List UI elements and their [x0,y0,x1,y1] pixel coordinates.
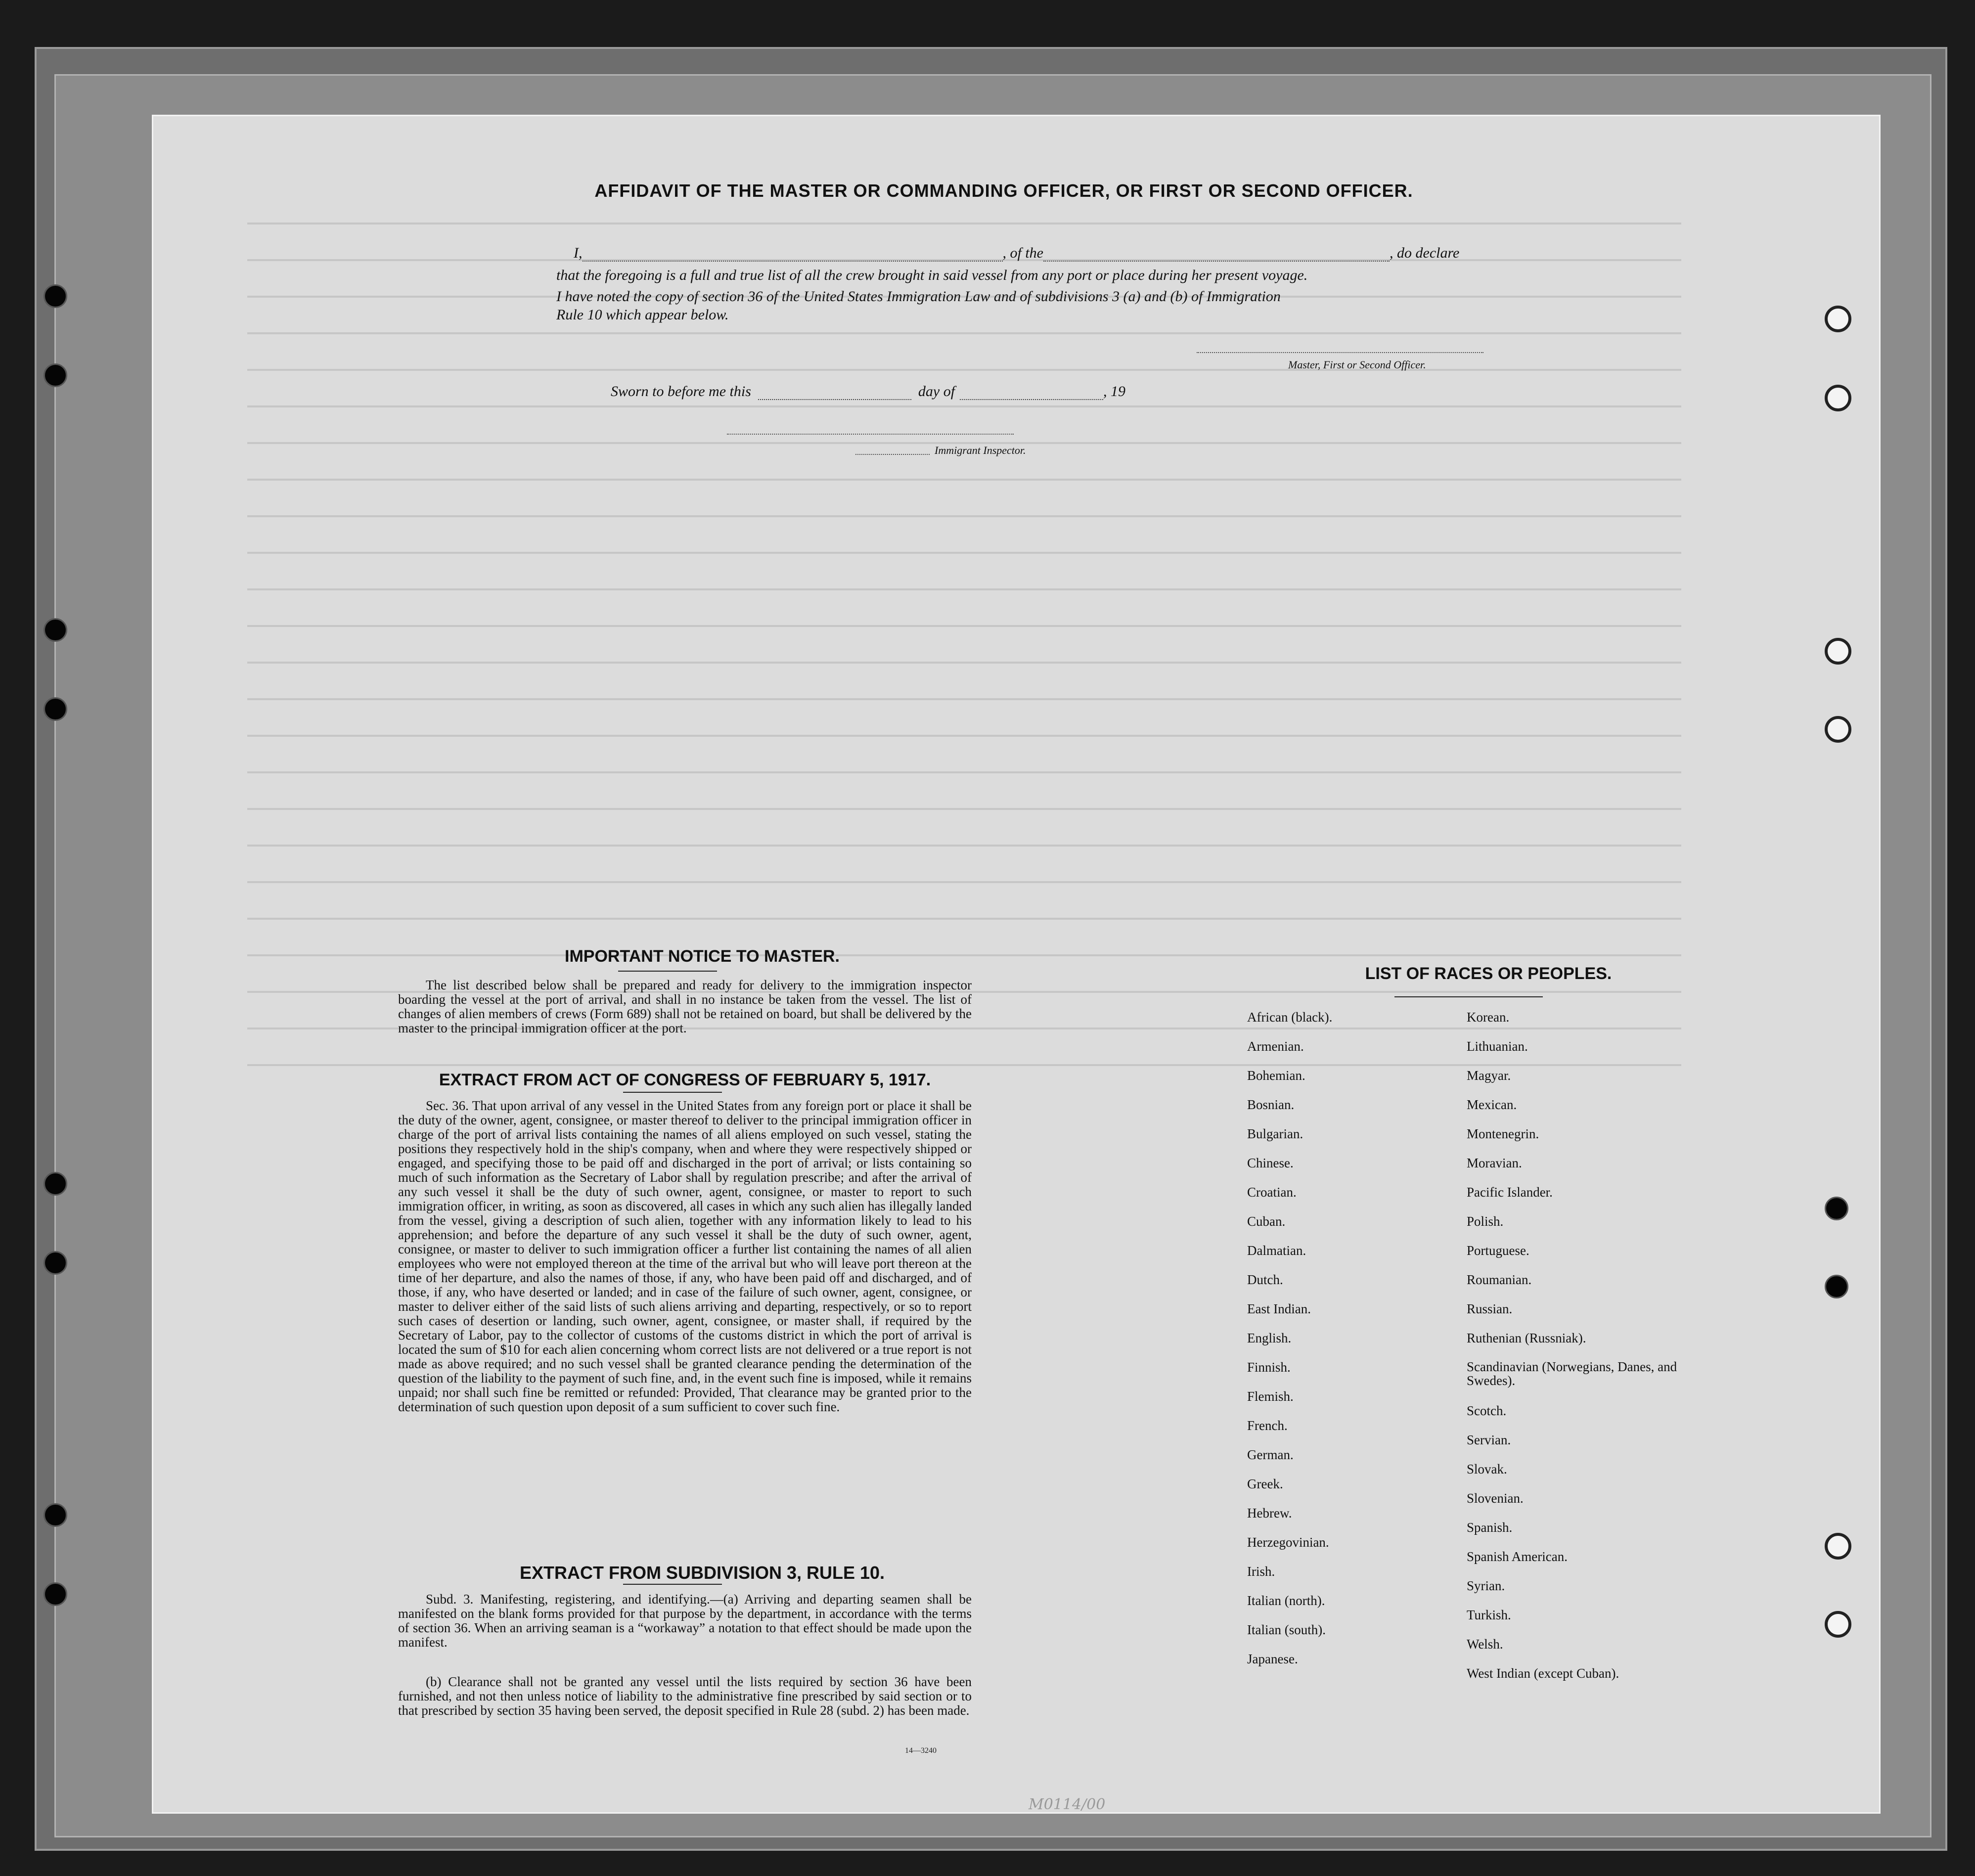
race-item: Syrian. [1467,1578,1505,1593]
binder-hole-icon [44,1172,67,1196]
race-item: Finnish. [1247,1360,1291,1375]
race-item: Lithuanian. [1467,1039,1528,1054]
binder-hole-icon [44,284,67,308]
vessel-blank[interactable] [1043,261,1390,262]
race-item: Slovak. [1467,1462,1507,1476]
race-item: Bohemian. [1247,1068,1305,1083]
race-item: French. [1247,1418,1288,1433]
race-item: German. [1247,1447,1294,1462]
master-signature-line[interactable] [1197,352,1483,353]
binder-hole-icon [1825,306,1851,332]
binder-hole-icon [44,618,67,642]
extract-act-title-rule [623,1092,722,1093]
notice-text: The list described below shall be prepared and ready for delivery to the immigration inspector boarding the vessel at the port of arrival, and shall in no instance be taken from the vessel. The list of changes of alien members of crews (Form 689) shall not be retained on board, but shall be delivered by the master to the principal immigration officer at the port. [398,978,972,1035]
extract-act-title: EXTRACT FROM ACT OF CONGRESS OF FEBRUARY 5, 1917. [439,1071,931,1089]
master-signature-label: Master, First or Second Officer. [1288,358,1426,371]
extract-rule-title: EXTRACT FROM SUBDIVISION 3, RULE 10. [519,1563,885,1583]
race-item: Chinese. [1247,1156,1294,1170]
race-item: Slovenian. [1467,1491,1524,1506]
race-item: Cuban. [1247,1214,1286,1229]
binder-hole-icon [1825,385,1851,411]
sworn-year: , 19 [1103,383,1126,400]
race-item: East Indian. [1247,1301,1311,1316]
race-item: Polish. [1467,1214,1504,1229]
race-item: Scotch. [1467,1403,1507,1418]
bleed-through-text [247,188,1681,1078]
binder-hole-icon [44,1503,67,1527]
race-item: Pacific Islander. [1467,1185,1553,1200]
race-item: Portuguese. [1467,1243,1529,1258]
affidavit-line-3: I have noted the copy of section 36 of the United States Immigration Law and of subdivisions 3 (a) and (b) of Immigration [556,288,1281,305]
sworn-month-blank[interactable] [960,399,1103,400]
race-item: Italian (north). [1247,1593,1325,1608]
binder-hole-icon [1825,638,1851,665]
race-item: Spanish American. [1467,1549,1568,1564]
handwritten-reference: M0114/00 [1029,1796,1106,1813]
race-item: Turkish. [1467,1608,1511,1622]
race-item: African (black). [1247,1010,1333,1025]
binder-hole-icon [1825,716,1851,743]
race-item: Armenian. [1247,1039,1304,1054]
race-item: Russian. [1467,1301,1513,1316]
races-left-column [1247,1010,1445,1681]
name-blank[interactable] [583,261,1003,262]
races-title-rule [1394,996,1543,997]
affidavit-do-declare: , do declare [1390,245,1460,261]
form-number: 14—3240 [905,1746,937,1755]
race-item: Montenegrin. [1467,1126,1539,1141]
race-item: Servian. [1467,1432,1511,1447]
race-item: Greek. [1247,1476,1283,1491]
binder-hole-icon [44,1251,67,1275]
race-item: English. [1247,1331,1292,1345]
race-item: Roumanian. [1467,1272,1532,1287]
binder-hole-icon [44,1582,67,1606]
subdivision-3a-text: Subd. 3. Manifesting, registering, and identifying.—(a) Arriving and departing seamen shall be manifested on the blank forms provided for that purpose by the department, in accordance with the terms of section 36. When an arriving seaman is a “workaway” a notation to that effect should be made upon the manifest. [398,1592,972,1650]
inspector-label: Immigrant Inspector. [935,444,1026,456]
affidavit-title: AFFIDAVIT OF THE MASTER OR COMMANDING OFFICER, OR FIRST OR SECOND OFFICER. [594,180,1413,201]
inspector-signature-line-short[interactable] [855,454,930,455]
race-item: Irish. [1247,1564,1275,1579]
binder-hole-icon [1825,1197,1848,1220]
races-title: LIST OF RACES OR PEOPLES. [1365,964,1612,983]
binder-hole-icon [44,697,67,721]
races-right-column [1467,1010,1689,1695]
affidavit-line-4: Rule 10 which appear below. [556,307,729,323]
race-item: Korean. [1467,1010,1510,1025]
race-item: Dutch. [1247,1272,1283,1287]
race-item: West Indian (except Cuban). [1467,1666,1619,1681]
notice-title: IMPORTANT NOTICE TO MASTER. [565,947,840,966]
race-item: Bulgarian. [1247,1126,1303,1141]
affidavit-of-the: , of the [1002,245,1043,261]
extract-rule-title-rule [623,1584,722,1585]
affidavit-declaration-line [574,245,1459,262]
inspector-signature-line[interactable] [727,434,1014,435]
race-item: Welsh. [1467,1637,1503,1652]
affidavit-i: I, [574,245,583,261]
race-item: Ruthenian (Russniak). [1467,1331,1586,1345]
race-item: Spanish. [1467,1520,1513,1535]
race-item: Japanese. [1247,1652,1298,1666]
race-item: Scandinavian (Norwegians, Danes, and Swedes). [1467,1359,1677,1388]
sworn-text: Sworn to before me this [611,383,751,400]
section-36-text: Sec. 36. That upon arrival of any vessel in the United States from any foreign port or place it shall be the duty of the owner, agent, consignee, or master thereof to deliver to the principal immigration officer in charge of the port of arrival lists containing the names of all aliens employed on such vessel, stating the positions they respectively hold in the ship's company, when and where they were respectively shipped or engaged, and specifying those to be paid off and discharged in the port of arrival; or lists containing so much of such information as the Secretary of Labor shall by regulation prescribe; and after the arrival of any such vessel it shall be the duty of such owner, agent, consignee, or master to report to such immigration officer, in writing, as soon as discovered, all cases in which any such alien has illegally landed from the vessel, giving a description of such alien, together with any information likely to lead to his apprehension; and before the departure of any such vessel it shall be the duty of such owner, agent, consignee, or master to deliver to such immigration officer a further list containing the names of all alien employees who were not employed thereon at the time of the arrival but who will leave port thereon at the time of her departure, and also the names of those, if any, who have been paid off and discharged, and of those, if any, who have deserted or landed; and in case of the failure of such owner, agent, consignee, or master to deliver either of the said lists of such aliens arriving and departing, respectively, or so to report such cases of desertion or landing, such owner, agent, consignee, or master shall, if required by the Secretary of Labor, pay to the collector of customs of the customs district in which the port of arrival is located the sum of $10 for each alien concerning whom correct lists are not delivered or a true report is not made as above required; and no such vessel shall be granted clearance pending the determination of the question of the liability to the payment of such fine, and, in the event such fine is imposed, while it remains unpaid; nor shall such fine be remitted or refunded: Provided, That clearance may be granted prior to the determination of such question upon deposit of a sum sufficient to cover such fine. [398,1098,972,1414]
sworn-day-blank[interactable] [758,399,911,400]
race-item: Herzegovinian. [1247,1535,1329,1550]
race-item: Croatian. [1247,1185,1297,1200]
race-item: Magyar. [1467,1068,1511,1083]
race-item: Italian (south). [1247,1622,1326,1637]
sworn-day-of: day of [918,383,955,400]
race-item: Hebrew. [1247,1506,1292,1520]
affidavit-line-2: that the foregoing is a full and true list of all the crew brought in said vessel from any port or place during her present voyage. [556,267,1308,283]
binder-hole-icon [1825,1275,1848,1298]
race-item: Flemish. [1247,1389,1294,1404]
binder-hole-icon [1825,1611,1851,1638]
race-item: Mexican. [1467,1097,1517,1112]
binder-hole-icon [1825,1533,1851,1560]
binder-hole-icon [44,363,67,387]
race-item: Moravian. [1467,1156,1522,1170]
race-item: Bosnian. [1247,1097,1295,1112]
subdivision-3b-text: (b) Clearance shall not be granted any vessel until the lists required by section 36 have been furnished, and not then unless notice of liability to the administrative fine prescribed by said section or to that prescribed by section 35 having been served, the deposit specified in Rule 28 (subd. 2) has been made. [398,1674,972,1718]
sworn-line [611,383,1125,400]
notice-title-rule [618,971,717,972]
race-item: Dalmatian. [1247,1243,1306,1258]
